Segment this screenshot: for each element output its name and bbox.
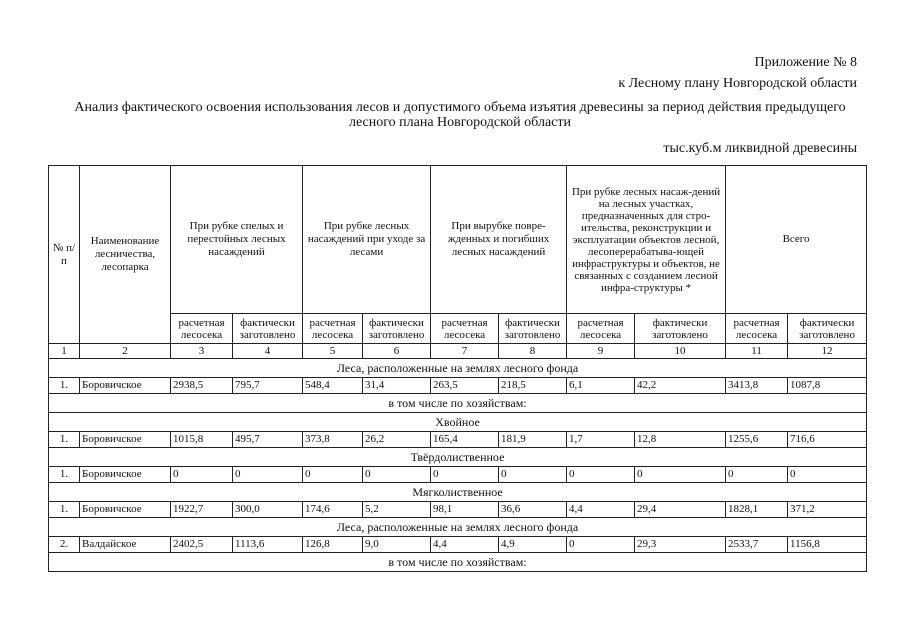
value-cell: 181,9 bbox=[499, 432, 567, 448]
value-cell: 4,4 bbox=[431, 537, 499, 553]
value-cell: 5,2 bbox=[363, 502, 431, 518]
value-cell: 2402,5 bbox=[171, 537, 233, 553]
units-label: тыс.куб.м ликвидной древесины bbox=[663, 141, 857, 156]
sub-header-fact: фактически заготовлено bbox=[635, 314, 726, 344]
value-cell: 716,6 bbox=[788, 432, 867, 448]
value-cell: 0 bbox=[567, 537, 635, 553]
section-row bbox=[49, 359, 867, 378]
value-cell: 1,7 bbox=[567, 432, 635, 448]
table-row bbox=[49, 537, 867, 553]
value-cell: 9,0 bbox=[363, 537, 431, 553]
forestry-name: Боровичское bbox=[80, 467, 171, 483]
column-number: 4 bbox=[233, 344, 303, 359]
value-cell: 263,5 bbox=[431, 378, 499, 394]
value-cell: 0 bbox=[431, 467, 499, 483]
section-row bbox=[49, 518, 867, 537]
value-cell: 42,2 bbox=[635, 378, 726, 394]
section-row bbox=[49, 394, 867, 413]
section-row bbox=[49, 483, 867, 502]
value-cell: 0 bbox=[303, 467, 363, 483]
column-number-row bbox=[49, 344, 867, 359]
value-cell: 4,9 bbox=[499, 537, 567, 553]
column-number: 12 bbox=[788, 344, 867, 359]
appendix-subtitle: к Лесному плану Новгородской области bbox=[618, 76, 857, 91]
col-header-name: Наименование лесничества, лесопарка bbox=[80, 166, 171, 344]
value-cell: 174,6 bbox=[303, 502, 363, 518]
row-number: 1. bbox=[49, 378, 80, 394]
column-number: 3 bbox=[171, 344, 233, 359]
value-cell: 3413,8 bbox=[726, 378, 788, 394]
section-label: Хвойное bbox=[49, 413, 867, 432]
row-number: 1. bbox=[49, 467, 80, 483]
value-cell: 1113,6 bbox=[233, 537, 303, 553]
sub-header-calc: расчетная лесосека bbox=[171, 314, 233, 344]
column-number: 10 bbox=[635, 344, 726, 359]
value-cell: 1087,8 bbox=[788, 378, 867, 394]
section-label: Леса, расположенные на землях лесного фонда bbox=[49, 518, 867, 537]
sub-header-calc: расчетная лесосека bbox=[567, 314, 635, 344]
value-cell: 2938,5 bbox=[171, 378, 233, 394]
row-number: 1. bbox=[49, 502, 80, 518]
value-cell: 1922,7 bbox=[171, 502, 233, 518]
sub-header-calc: расчетная лесосека bbox=[431, 314, 499, 344]
sub-header-calc: расчетная лесосека bbox=[726, 314, 788, 344]
table-row bbox=[49, 432, 867, 448]
value-cell: 31,4 bbox=[363, 378, 431, 394]
value-cell: 29,4 bbox=[635, 502, 726, 518]
value-cell: 2533,7 bbox=[726, 537, 788, 553]
column-number: 5 bbox=[303, 344, 363, 359]
group-header-infrastructure: При рубке лесных насаж-дений на лесных участках, предназначенных для стро-ительства, реконструкции и эксплуатации объектов лесной, лесоперерабатыва-ющей инфраструктуры и объектов, не связанных с созданием лесной инфра-структуры * bbox=[567, 166, 726, 314]
value-cell: 165,4 bbox=[431, 432, 499, 448]
value-cell: 0 bbox=[499, 467, 567, 483]
sub-header-fact: фактически заготовлено bbox=[499, 314, 567, 344]
section-label: Твёрдолиственное bbox=[49, 448, 867, 467]
forestry-name: Валдайское bbox=[80, 537, 171, 553]
column-number: 6 bbox=[363, 344, 431, 359]
row-number: 2. bbox=[49, 537, 80, 553]
value-cell: 373,8 bbox=[303, 432, 363, 448]
section-label: Мягколиственное bbox=[49, 483, 867, 502]
sub-header-fact: фактически заготовлено bbox=[233, 314, 303, 344]
value-cell: 1156,8 bbox=[788, 537, 867, 553]
column-number: 11 bbox=[726, 344, 788, 359]
value-cell: 126,8 bbox=[303, 537, 363, 553]
group-header-total: Всего bbox=[726, 166, 867, 314]
value-cell: 218,5 bbox=[499, 378, 567, 394]
sub-header-calc: расчетная лесосека bbox=[303, 314, 363, 344]
value-cell: 1255,6 bbox=[726, 432, 788, 448]
group-header-care: При рубке лесных насаждений при уходе за лесами bbox=[303, 166, 431, 314]
column-number: 1 bbox=[49, 344, 80, 359]
value-cell: 4,4 bbox=[567, 502, 635, 518]
value-cell: 36,6 bbox=[499, 502, 567, 518]
value-cell: 1828,1 bbox=[726, 502, 788, 518]
column-number: 9 bbox=[567, 344, 635, 359]
sub-header-fact: фактически заготовлено bbox=[788, 314, 867, 344]
value-cell: 29,3 bbox=[635, 537, 726, 553]
table-row bbox=[49, 467, 867, 483]
section-row bbox=[49, 413, 867, 432]
value-cell: 0 bbox=[635, 467, 726, 483]
document-title: Анализ фактического освоения использования лесов и допустимого объема изъятия древесины за период действия предыдущего лесного плана Новгородской области bbox=[74, 100, 846, 130]
row-number: 1. bbox=[49, 432, 80, 448]
value-cell: 12,8 bbox=[635, 432, 726, 448]
table-row bbox=[49, 502, 867, 518]
section-label: в том числе по хозяйствам: bbox=[49, 553, 867, 572]
column-number: 7 bbox=[431, 344, 499, 359]
value-cell: 0 bbox=[726, 467, 788, 483]
value-cell: 6,1 bbox=[567, 378, 635, 394]
forestry-name: Боровичское bbox=[80, 502, 171, 518]
value-cell: 98,1 bbox=[431, 502, 499, 518]
value-cell: 300,0 bbox=[233, 502, 303, 518]
group-header-mature: При рубке спелых и перестойных лесных насаждений bbox=[171, 166, 303, 314]
sub-header-fact: фактически заготовлено bbox=[363, 314, 431, 344]
forestry-name: Боровичское bbox=[80, 432, 171, 448]
section-row bbox=[49, 448, 867, 467]
value-cell: 1015,8 bbox=[171, 432, 233, 448]
section-label: в том числе по хозяйствам: bbox=[49, 394, 867, 413]
value-cell: 0 bbox=[171, 467, 233, 483]
group-header-damaged: При вырубке повре-жденных и погибших лесных насаждений bbox=[431, 166, 567, 314]
column-number: 8 bbox=[499, 344, 567, 359]
harvest-table bbox=[48, 165, 867, 572]
section-row bbox=[49, 553, 867, 572]
col-header-number: № п/п bbox=[49, 166, 80, 344]
value-cell: 0 bbox=[363, 467, 431, 483]
value-cell: 795,7 bbox=[233, 378, 303, 394]
value-cell: 495,7 bbox=[233, 432, 303, 448]
appendix-label: Приложение № 8 bbox=[754, 55, 857, 70]
value-cell: 0 bbox=[233, 467, 303, 483]
value-cell: 0 bbox=[788, 467, 867, 483]
value-cell: 371,2 bbox=[788, 502, 867, 518]
column-number: 2 bbox=[80, 344, 171, 359]
value-cell: 26,2 bbox=[363, 432, 431, 448]
forestry-name: Боровичское bbox=[80, 378, 171, 394]
section-label: Леса, расположенные на землях лесного фонда bbox=[49, 359, 867, 378]
value-cell: 548,4 bbox=[303, 378, 363, 394]
value-cell: 0 bbox=[567, 467, 635, 483]
table-row bbox=[49, 378, 867, 394]
